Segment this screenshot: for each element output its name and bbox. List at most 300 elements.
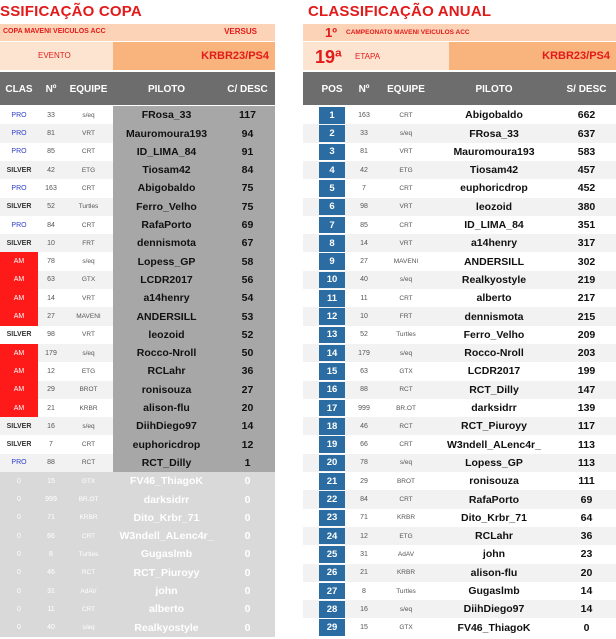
class-badge: PRO (11, 148, 27, 156)
table-row (303, 124, 616, 143)
table-row (0, 234, 275, 253)
team-cell: AdAV (397, 550, 415, 558)
table-row (0, 435, 275, 454)
position-cell: 15 (326, 365, 338, 377)
pilot-name: leozoid (148, 328, 185, 341)
table-row (0, 454, 275, 473)
car-number: 33 (360, 130, 368, 138)
team-cell: s/eq (82, 349, 95, 357)
points-cell: 94 (241, 127, 254, 140)
car-number: 10 (360, 313, 368, 321)
position-cell: 18 (326, 420, 338, 432)
points-cell: 91 (241, 145, 254, 158)
points-cell: 75 (241, 182, 254, 195)
car-number: 179 (358, 349, 370, 357)
pilot-name: RCT_Dilly (141, 456, 192, 469)
table-row (0, 216, 275, 235)
position-cell: 19 (326, 439, 338, 451)
team-cell: CRT (399, 496, 413, 504)
table-row (0, 271, 275, 290)
platform-box (449, 42, 616, 70)
table-row (0, 252, 275, 271)
car-number: 46 (47, 569, 55, 577)
points-cell: 219 (577, 273, 596, 286)
position-cell: 16 (326, 384, 338, 396)
table-row (0, 417, 275, 436)
car-number: 85 (360, 221, 368, 229)
car-number: 46 (360, 422, 368, 430)
table-row (303, 527, 616, 546)
points-cell: 53 (241, 310, 254, 323)
car-number: 163 (45, 184, 57, 192)
table-row (0, 490, 275, 509)
points-cell: 36 (580, 530, 593, 543)
car-number: 15 (47, 477, 55, 485)
header-num: Nº (45, 84, 57, 95)
points-cell: 64 (580, 511, 593, 524)
class-badge: 0 (17, 477, 21, 485)
ordinal-label: 1º (325, 25, 337, 40)
points-cell: 1 (244, 456, 251, 469)
car-number: 27 (47, 313, 55, 321)
team-cell: KRBR (396, 569, 416, 577)
table-row (0, 564, 275, 583)
table-row (303, 307, 616, 326)
car-number: 52 (47, 203, 55, 211)
car-number: 71 (47, 514, 55, 522)
car-number: 42 (360, 166, 368, 174)
table-row (303, 289, 616, 308)
versus-label: VERSUS (224, 27, 257, 36)
team-cell: CRT (81, 441, 96, 449)
car-number: 88 (47, 459, 55, 467)
team-cell: s/eq (399, 130, 413, 138)
points-cell: 23 (580, 548, 593, 561)
pilot-name: alison-flu (470, 566, 518, 579)
platform-label: KRBR23/PS4 (542, 50, 610, 62)
class-badge: 0 (17, 532, 21, 540)
pilot-name: dennismota (464, 310, 524, 323)
pilot-name: ronisouza (469, 475, 519, 488)
points-cell: 69 (580, 493, 593, 506)
pilot-name: W3ndell_ALenc4r_ (447, 438, 541, 451)
points-cell: 111 (578, 475, 595, 488)
points-cell: 14 (241, 420, 254, 433)
car-number: 81 (47, 130, 55, 138)
platform-label: KRBR23/PS4 (201, 50, 269, 62)
table-row (303, 417, 616, 436)
table-row (0, 527, 275, 546)
points-cell: 0 (244, 548, 251, 561)
car-number: 27 (360, 258, 368, 266)
team-cell: Turtles (78, 550, 99, 558)
pilot-name: john (482, 548, 506, 561)
table-row (0, 326, 275, 345)
position-cell: 25 (326, 548, 338, 560)
table-row (303, 271, 616, 290)
team-cell: RCT (399, 386, 413, 394)
copa-subtitle-band (0, 24, 275, 41)
car-number: 84 (360, 496, 368, 504)
table-row (303, 600, 616, 619)
car-number: 78 (360, 459, 368, 467)
annual-table-header (303, 72, 616, 105)
pilot-name: Lopess_GP (465, 456, 523, 469)
table-row (0, 106, 275, 125)
position-cell: 6 (329, 201, 335, 213)
car-number: 71 (360, 514, 368, 522)
position-cell: 11 (326, 292, 338, 304)
table-row (303, 545, 616, 564)
points-cell: 0 (244, 621, 251, 634)
class-badge: PRO (11, 221, 27, 229)
team-cell: Turtles (396, 331, 416, 339)
class-badge: SILVER (6, 331, 32, 339)
car-number: 11 (360, 294, 368, 302)
team-cell: s/eq (399, 459, 413, 467)
points-cell: 662 (577, 109, 596, 122)
team-cell: ETG (81, 367, 96, 375)
pilot-name: euphoricdrop (132, 438, 201, 451)
team-cell: RCT (399, 422, 413, 430)
table-row (0, 198, 275, 217)
class-badge: AM (0, 362, 38, 381)
pilot-name: a14henry (143, 292, 190, 305)
pilot-name: Abigobaldo (465, 109, 523, 122)
annual-subtitle: CAMPEONATO MAVENI VEICULOS ACC (346, 29, 470, 36)
header-num: Nº (358, 84, 370, 95)
car-number: 52 (360, 331, 368, 339)
class-badge: AM (0, 399, 38, 418)
team-cell: CRT (399, 111, 413, 119)
car-number: 40 (47, 624, 55, 632)
pilot-name: darksidrr (471, 402, 517, 415)
points-cell: 69 (241, 219, 254, 232)
car-number: 8 (362, 587, 366, 595)
team-cell: GTX (399, 367, 413, 375)
car-number: 78 (47, 258, 55, 266)
class-badge: PRO (11, 111, 27, 119)
car-number: 98 (47, 331, 55, 339)
points-cell: 199 (577, 365, 596, 378)
car-number: 12 (360, 532, 368, 540)
table-row (303, 618, 616, 637)
pilot-name: RafaPorto (141, 219, 192, 232)
points-cell: 583 (577, 145, 596, 158)
points-cell: 215 (577, 310, 596, 323)
copa-title: SSIFICAÇÃO COPA (0, 3, 142, 20)
car-number: 14 (360, 239, 368, 247)
car-number: 66 (47, 532, 55, 540)
pilot-name: LCDR2017 (140, 273, 193, 286)
table-row (0, 399, 275, 418)
position-cell: 27 (326, 585, 338, 597)
pilot-name: RCT_Dilly (469, 383, 519, 396)
car-number: 163 (358, 111, 370, 119)
table-row (0, 307, 275, 326)
team-cell: VRT (399, 203, 413, 211)
header-desc: C/ DESC (227, 84, 268, 95)
pilot-name: john (155, 585, 178, 598)
points-cell: 0 (244, 566, 251, 579)
pilot-name: RCLahr (475, 530, 513, 543)
pilot-name: Abigobaldo (137, 182, 196, 195)
car-number: 84 (47, 221, 55, 229)
table-row (0, 143, 275, 162)
position-cell: 28 (326, 603, 338, 615)
pilot-name: W3ndell_ALenc4r_ (119, 530, 214, 543)
pilot-name: Realkyostyle (461, 273, 527, 286)
team-cell: KRBR (79, 404, 98, 412)
position-cell: 23 (326, 512, 338, 524)
car-number: 63 (47, 276, 55, 284)
team-cell: FRT (82, 239, 95, 247)
table-row (303, 472, 616, 491)
team-cell: ETG (399, 532, 413, 540)
car-number: 11 (47, 605, 55, 613)
header-desc: S/ DESC (566, 84, 607, 95)
car-number: 999 (45, 496, 57, 504)
header-equipe: EQUIPE (69, 84, 108, 95)
points-cell: 0 (244, 603, 251, 616)
team-cell: KRBR (396, 514, 416, 522)
team-cell: MAVENI (393, 258, 419, 266)
team-cell: BROT (79, 386, 98, 394)
car-number: 10 (47, 239, 55, 247)
class-badge: AM (0, 252, 38, 271)
team-cell: GTX (81, 477, 96, 485)
pilot-name: FRosa_33 (469, 127, 519, 140)
table-row (0, 600, 275, 619)
table-row (303, 234, 616, 253)
table-row (303, 381, 616, 400)
team-cell: VRT (82, 130, 95, 138)
team-cell: Turtles (396, 587, 416, 595)
copa-standings-panel (0, 0, 275, 639)
pilot-name: Mauromoura193 (453, 145, 535, 158)
team-cell: GTX (81, 276, 96, 284)
pilot-name: RCT_Piuroyy (461, 420, 527, 433)
class-badge: AM (0, 381, 38, 400)
pilot-name: LCDR2017 (467, 365, 521, 378)
class-badge: AM (0, 271, 38, 290)
platform-box (113, 42, 275, 70)
points-cell: 0 (583, 621, 590, 634)
team-cell: CRT (399, 441, 413, 449)
pilot-name: RafaPorto (468, 493, 520, 506)
team-cell: s/eq (82, 422, 95, 430)
pilot-name: Rocco-Nroll (136, 347, 197, 360)
team-cell: CRT (399, 294, 413, 302)
pilot-name: Tiosam42 (469, 164, 519, 177)
stage-label: ETAPA (355, 52, 381, 61)
header-piloto: PILOTO (475, 84, 513, 95)
position-cell: 1 (329, 109, 335, 121)
table-row (303, 198, 616, 217)
team-cell: Turtles (78, 203, 99, 211)
annual-standings-panel (303, 0, 616, 639)
header-piloto: PILOTO (147, 84, 186, 95)
points-cell: 209 (577, 328, 596, 341)
pilot-name: RCT_Piuroyy (133, 566, 200, 579)
table-row (303, 252, 616, 271)
car-number: 179 (45, 349, 57, 357)
car-number: 12 (47, 367, 55, 375)
stage-number: 19ª (315, 47, 342, 67)
pilot-name: leozoid (475, 200, 513, 213)
car-number: 999 (358, 404, 370, 412)
table-row (0, 545, 275, 564)
pilot-name: ANDERSILL (136, 310, 197, 323)
table-row (303, 161, 616, 180)
class-badge: SILVER (6, 239, 32, 247)
team-cell: BR.OT (396, 404, 416, 412)
points-cell: 139 (577, 402, 596, 415)
pilot-name: FV46_ThiagoK (130, 475, 203, 488)
pilot-name: Tiosam42 (142, 164, 191, 177)
points-cell: 113 (578, 438, 595, 451)
team-cell: CRT (399, 184, 413, 192)
points-cell: 203 (577, 347, 596, 360)
header-pos: POS (321, 84, 343, 95)
pilot-name: RCLahr (147, 365, 186, 378)
car-number: 85 (47, 148, 55, 156)
team-cell: CRT (81, 605, 96, 613)
points-cell: 58 (241, 255, 254, 268)
table-row (0, 179, 275, 198)
car-number: 7 (362, 184, 366, 192)
points-cell: 56 (241, 273, 254, 286)
pilot-name: Ferro_Velho (136, 200, 197, 213)
table-row (0, 289, 275, 308)
header-clas: CLAS (5, 84, 33, 95)
team-cell: RCT (81, 459, 96, 467)
position-cell: 9 (329, 256, 335, 268)
car-number: 29 (360, 477, 368, 485)
car-number: 63 (360, 367, 368, 375)
team-cell: GTX (399, 624, 413, 632)
points-cell: 0 (244, 511, 251, 524)
car-number: 29 (47, 386, 55, 394)
pilot-name: Dito_Krbr_71 (133, 511, 200, 524)
car-number: 66 (360, 441, 368, 449)
class-badge: AM (0, 307, 38, 326)
pilot-name: dennismota (137, 237, 196, 250)
pilot-name: a14henry (470, 237, 518, 250)
points-cell: 67 (241, 237, 254, 250)
points-cell: 113 (578, 456, 595, 469)
table-row (303, 582, 616, 601)
team-cell: FRT (399, 313, 413, 321)
class-badge: AM (0, 289, 38, 308)
team-cell: AdAV (80, 587, 97, 595)
position-cell: 17 (326, 402, 338, 414)
car-number: 8 (49, 550, 53, 558)
annual-stage-band (303, 42, 616, 70)
table-row (0, 362, 275, 381)
points-cell: 117 (578, 420, 595, 433)
points-cell: 14 (580, 585, 593, 598)
team-cell: s/eq (399, 276, 413, 284)
pilot-name: ANDERSILL (463, 255, 525, 268)
table-row (303, 399, 616, 418)
table-row (0, 509, 275, 528)
class-badge: PRO (11, 184, 27, 192)
table-row (0, 472, 275, 491)
pilot-name: Rocco-Nroll (464, 347, 524, 360)
annual-title: CLASSIFICAÇÃO ANUAL (308, 3, 492, 20)
pilot-name: euphoricdrop (460, 182, 528, 195)
pilot-name: DiihDiego97 (136, 420, 197, 433)
team-cell: VRT (399, 148, 413, 156)
class-badge: 0 (17, 514, 21, 522)
position-cell: 5 (329, 182, 335, 194)
team-cell: CRT (81, 184, 96, 192)
position-cell: 7 (329, 219, 335, 231)
car-number: 31 (360, 550, 368, 558)
points-cell: 36 (241, 365, 254, 378)
team-cell: KRBR (79, 514, 98, 522)
car-number: 21 (360, 569, 368, 577)
team-cell: VRT (82, 331, 95, 339)
table-row (303, 564, 616, 583)
class-badge: SILVER (6, 422, 32, 430)
table-row (303, 362, 616, 381)
pilot-name: Dito_Krbr_71 (461, 511, 527, 524)
car-number: 15 (360, 624, 368, 632)
header-equipe: EQUIPE (387, 84, 425, 95)
position-cell: 21 (326, 475, 338, 487)
points-cell: 0 (244, 475, 251, 488)
class-badge: 0 (17, 569, 21, 577)
pilot-name: FRosa_33 (141, 109, 192, 122)
team-cell: CRT (81, 221, 96, 229)
team-cell: CRT (399, 221, 413, 229)
points-cell: 84 (241, 164, 254, 177)
team-cell: BROT (396, 477, 416, 485)
car-number: 16 (360, 605, 368, 613)
event-label: EVENTO (38, 51, 71, 60)
pilot-name: alberto (148, 603, 184, 616)
team-cell: MAVENI (76, 313, 101, 321)
team-cell: ETG (399, 166, 413, 174)
team-cell: BR.OT (78, 496, 99, 504)
team-cell: s/eq (399, 605, 413, 613)
copa-subtitle: COPA MAVENI VEICULOS ACC (3, 28, 106, 35)
team-cell: CRT (81, 148, 96, 156)
points-cell: 27 (241, 383, 254, 396)
points-cell: 302 (577, 255, 596, 268)
table-row (0, 124, 275, 143)
points-cell: 20 (580, 566, 593, 579)
pilot-name: Lopess_GP (137, 255, 196, 268)
points-cell: 117 (239, 109, 256, 122)
table-row (303, 143, 616, 162)
class-badge: 0 (17, 587, 21, 595)
copa-table-header (0, 72, 275, 105)
position-cell: 10 (326, 274, 338, 286)
pilot-name: ID_LIMA_84 (136, 145, 197, 158)
car-number: 42 (47, 166, 55, 174)
team-cell: VRT (399, 239, 413, 247)
class-badge: 0 (17, 605, 21, 613)
points-cell: 54 (241, 292, 254, 305)
points-cell: 50 (241, 347, 254, 360)
car-number: 81 (360, 148, 368, 156)
car-number: 40 (360, 276, 368, 284)
points-cell: 351 (577, 219, 596, 232)
table-row (0, 344, 275, 363)
